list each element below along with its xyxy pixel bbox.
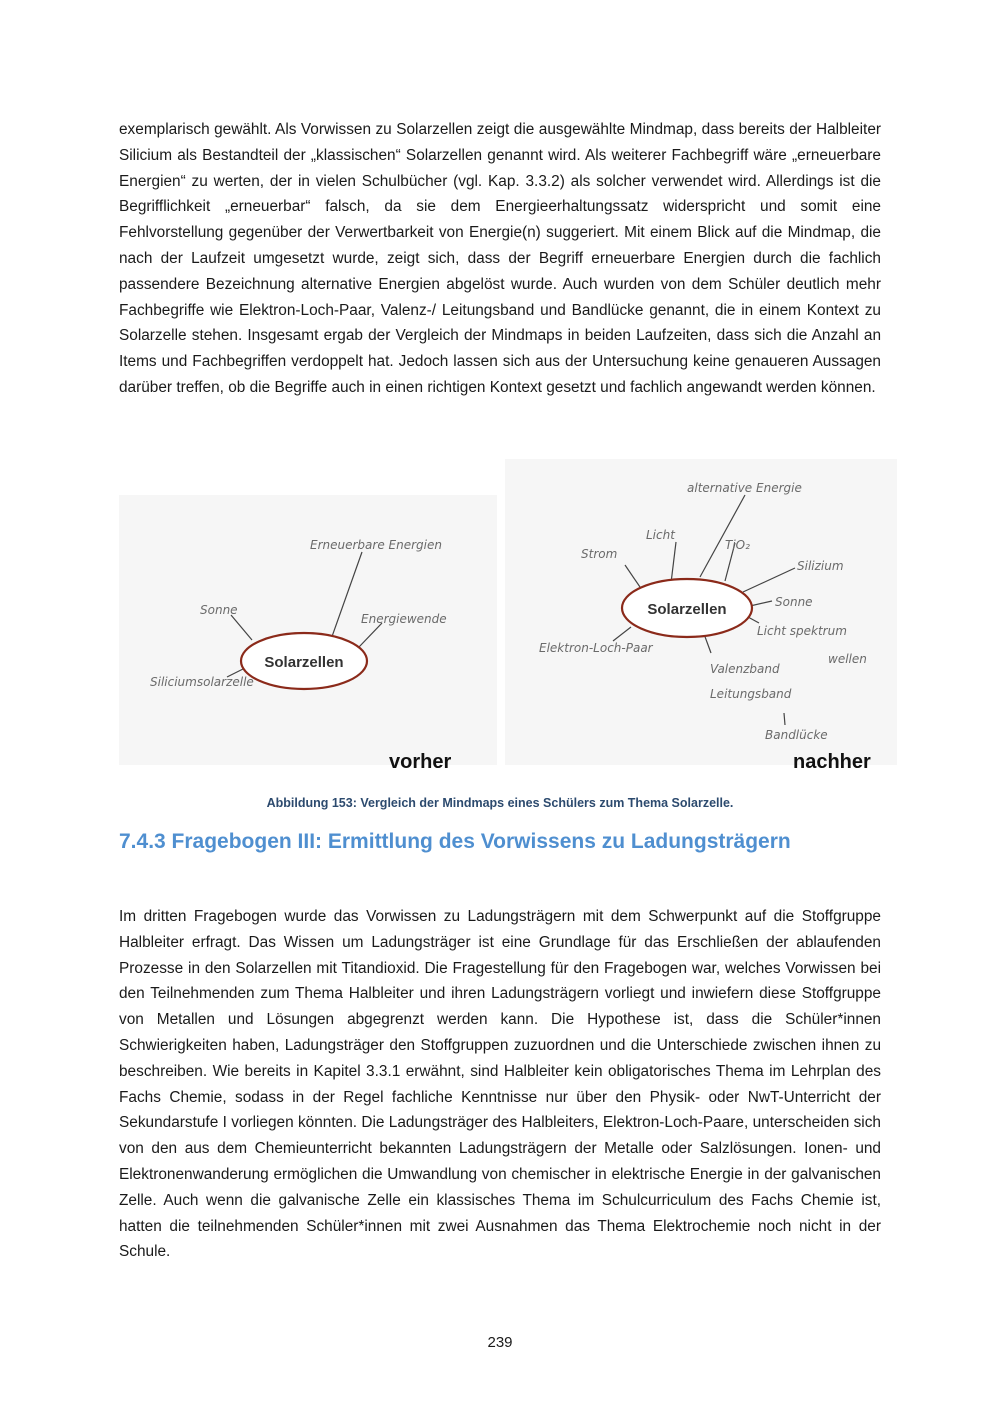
branch-tio2: TiO₂ [725,538,750,552]
branch-energiewende: Energiewende [361,612,447,626]
mindmap-before-background [119,495,497,765]
paragraph-intro: exemplarisch gewählt. Als Vorwissen zu Solarzellen zeigt die ausgewählte Mindmap, dass bereits der Halbleiter Silicium als Bestandteil der „klassischen“ Solarzellen genannt wird. Als weiterer Fachbegriff wäre „erneuerbare Energien“ zu werten, der in vielen Schulbücher (vgl. Kap. 3.3.2) als solcher verwendet wird. Allerdings ist die Begrifflichkeit „erneuerbar“ falsch, da sie dem Energieerhaltungssatz widerspricht und somit eine Fehlvorstellung gegenüber der Verwertbarkeit von Energie(n) suggeriert. Mit einem Blick auf die Mindmap, die nach der Laufzeit umgesetzt wurde, zeigt sich, dass der Begriff erneuerbare Energien durch die fachlich passendere Bezeichnung alternative Energien abgelöst wurde. Auch wurden von dem Schüler deutlich mehr Fachbegriffe wie Elektron-Loch-Paar, Valenz-/ Leitungsband und Bandlücke genannt, die in einem Kontext zu Solarzelle stehen. Insgesamt ergab der Vergleich der Mindmaps in beiden Laufzeiten, dass sich die Anzahl an Items und Fachbegriffen verdoppelt hat. Jedoch lassen sich aus der Untersuchung keine genaueren Aussagen darüber treffen, ob die Begriffe auch in einen richtigen Kontext gesetzt und fachlich angewandt werden können. [119,121,881,396]
branch-elektron-loch-paar: Elektron-Loch-Paar [539,641,653,655]
paragraph-section-body: Im dritten Fragebogen wurde das Vorwissen zu Ladungsträgern mit dem Schwerpunkt auf die Stoffgruppe Halbleiter erfragt. Das Wissen um Ladungsträger ist eine Grundlage für das Erschließen der ablaufenden Prozesse in den Solarzellen mit Titandioxid. Die Fragestellung für den Fragebogen war, welches Vorwissen bei den Teilnehmenden zum Thema Halbleiter und ihren Ladungsträgern vorliegt und inwiefern diese Stoffgruppe von Metallen und Lösungen abgegrenzt werden kann. Die Hypothese ist, dass die Schüler*innen Schwierigkeiten haben, Ladungsträger den Stoffgruppen zuzuordnen und die Unterschiede zwischen ihnen zu beschreiben. Wie bereits in Kapitel 3.3.1 erwähnt, sind Halbleiter kein obligatorisches Thema im Lehrplan des Fachs Chemie, sodass in der Regel fachliche Kenntnisse nur über den Physik- oder NwT-Unterricht der Sekundarstufe I vorliegen könnten. Die Ladungsträger des Halbleiters, Elektron-Loch-Paare, unterscheiden sich von den aus dem Chemieunterricht bekannten Ladungsträgern der Metalle oder Salzlösungen. Ionen- und Elektronenwanderung ermöglichen die Umwandlung von chemischer in elektrische Energie in der galvanischen Zelle. Auch wenn die galvanische Zelle ein klassisches Thema im Schulcurriculum des Fachs Chemie ist, hatten die teilnehmenden Schüler*innen mit zwei Ausnahmen das Thema Elektrochemie noch nicht in der Schule. [119,908,881,1261]
branch-wellen: wellen [828,652,867,666]
branch-erneuerbare-energien: Erneuerbare Energien [310,538,442,552]
branch-sonne-after: Sonne [775,595,813,609]
branch-sonne: Sonne [200,603,238,617]
branch-silizium: Silizium [797,559,844,573]
mindmap-before-center: Solarzellen [264,654,344,671]
mindmap-after-label: nachher [793,751,871,773]
page-number: 239 [487,1334,513,1351]
mindmap-svg [119,455,899,775]
branch-valenzband: Valenzband [710,662,780,676]
section-heading: 7.4.3 Fragebogen III: Ermittlung des Vorwissens zu Ladungsträgern [119,830,791,853]
branch-leitungsband: Leitungsband [710,687,792,701]
mindmap-after-center: Solarzellen [647,601,727,618]
branch-bandluecke: Bandlücke [765,728,828,742]
branch-strom: Strom [581,547,618,561]
mindmap-before-label: vorher [389,751,452,773]
branch-siliciumsolarzelle: Siliciumsolarzelle [150,675,254,689]
branch-alternative-energie: alternative Energie [687,481,802,495]
figure-caption: Abbildung 153: Vergleich der Mindmaps eines Schülers zum Thema Solarzelle. [266,796,734,810]
branch-licht: Licht [646,528,675,542]
branch-lichtspektrum: Licht spektrum [757,624,847,638]
mindmap-figure [119,455,899,775]
